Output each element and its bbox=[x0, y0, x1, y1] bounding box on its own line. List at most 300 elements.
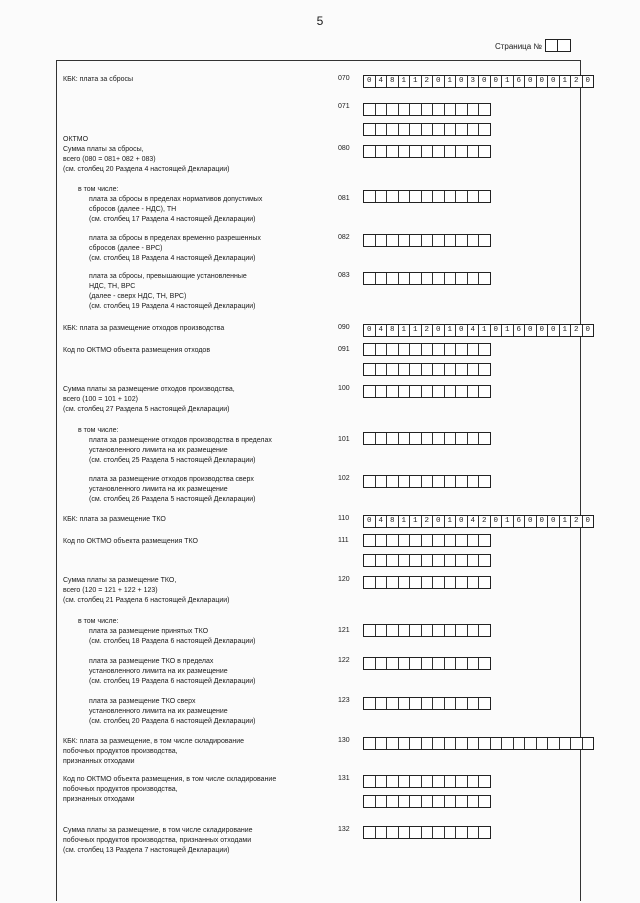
digit-cell[interactable]: 1 bbox=[560, 325, 572, 336]
digit-cell[interactable] bbox=[468, 191, 480, 202]
digit-cell[interactable]: 2 bbox=[422, 76, 434, 87]
digit-cell[interactable] bbox=[479, 146, 490, 157]
digit-cell[interactable] bbox=[364, 698, 376, 709]
digit-cell[interactable] bbox=[422, 658, 434, 669]
digit-cell[interactable] bbox=[376, 658, 388, 669]
digit-cell[interactable] bbox=[445, 577, 457, 588]
digit-cell[interactable] bbox=[364, 344, 376, 355]
digit-cell[interactable] bbox=[422, 577, 434, 588]
digit-cell[interactable] bbox=[456, 827, 468, 838]
digit-cell[interactable] bbox=[433, 658, 445, 669]
digit-cell[interactable] bbox=[376, 776, 388, 787]
amount-field[interactable] bbox=[363, 475, 491, 488]
digit-cell[interactable] bbox=[433, 146, 445, 157]
digit-cell[interactable] bbox=[433, 235, 445, 246]
digit-cell[interactable] bbox=[422, 433, 434, 444]
digit-cell[interactable] bbox=[410, 698, 422, 709]
digit-cell[interactable] bbox=[468, 625, 480, 636]
oktmo-field[interactable] bbox=[363, 554, 491, 567]
digit-cell[interactable] bbox=[364, 577, 376, 588]
digit-cell[interactable] bbox=[445, 776, 457, 787]
digit-cell[interactable] bbox=[433, 625, 445, 636]
amount-field[interactable] bbox=[363, 385, 491, 398]
digit-cell[interactable]: 1 bbox=[410, 325, 422, 336]
digit-cell[interactable]: 1 bbox=[410, 76, 422, 87]
digit-cell[interactable]: 0 bbox=[491, 325, 503, 336]
digit-cell[interactable] bbox=[387, 776, 399, 787]
digit-cell[interactable] bbox=[433, 104, 445, 115]
digit-cell[interactable] bbox=[433, 698, 445, 709]
oktmo-field[interactable] bbox=[363, 103, 491, 116]
digit-cell[interactable] bbox=[399, 191, 411, 202]
digit-cell[interactable] bbox=[422, 555, 434, 566]
digit-cell[interactable] bbox=[399, 476, 411, 487]
digit-cell[interactable] bbox=[387, 235, 399, 246]
digit-cell[interactable] bbox=[479, 796, 490, 807]
digit-cell[interactable] bbox=[410, 364, 422, 375]
digit-cell[interactable]: 0 bbox=[456, 516, 468, 527]
digit-cell[interactable]: 4 bbox=[376, 76, 388, 87]
digit-cell[interactable] bbox=[445, 235, 457, 246]
digit-cell[interactable]: 4 bbox=[468, 325, 480, 336]
digit-cell[interactable] bbox=[468, 476, 480, 487]
digit-cell[interactable] bbox=[410, 273, 422, 284]
digit-cell[interactable] bbox=[399, 738, 411, 749]
digit-cell[interactable] bbox=[399, 827, 411, 838]
digit-cell[interactable] bbox=[364, 555, 376, 566]
digit-cell[interactable] bbox=[433, 738, 445, 749]
digit-cell[interactable] bbox=[445, 535, 457, 546]
digit-cell[interactable]: 4 bbox=[468, 516, 480, 527]
digit-cell[interactable] bbox=[468, 124, 480, 135]
digit-cell[interactable]: 0 bbox=[548, 76, 560, 87]
digit-cell[interactable] bbox=[456, 146, 468, 157]
digit-cell[interactable] bbox=[410, 555, 422, 566]
digit-cell[interactable] bbox=[376, 273, 388, 284]
digit-cell[interactable] bbox=[433, 535, 445, 546]
digit-cell[interactable] bbox=[364, 535, 376, 546]
digit-cell[interactable] bbox=[468, 344, 480, 355]
digit-cell[interactable] bbox=[387, 146, 399, 157]
digit-cell[interactable] bbox=[399, 433, 411, 444]
digit-cell[interactable] bbox=[422, 386, 434, 397]
digit-cell[interactable] bbox=[364, 235, 376, 246]
digit-cell[interactable]: 1 bbox=[502, 325, 514, 336]
digit-cell[interactable] bbox=[410, 535, 422, 546]
digit-cell[interactable] bbox=[445, 625, 457, 636]
digit-cell[interactable] bbox=[422, 796, 434, 807]
digit-cell[interactable] bbox=[468, 555, 480, 566]
digit-cell[interactable] bbox=[376, 433, 388, 444]
digit-cell[interactable] bbox=[387, 476, 399, 487]
digit-cell[interactable] bbox=[479, 577, 490, 588]
digit-cell[interactable]: 0 bbox=[537, 76, 549, 87]
digit-cell[interactable] bbox=[422, 698, 434, 709]
digit-cell[interactable] bbox=[422, 364, 434, 375]
digit-cell[interactable] bbox=[445, 364, 457, 375]
digit-cell[interactable] bbox=[445, 738, 457, 749]
digit-cell[interactable]: 2 bbox=[422, 516, 434, 527]
digit-cell[interactable] bbox=[387, 191, 399, 202]
digit-cell[interactable] bbox=[410, 386, 422, 397]
digit-cell[interactable] bbox=[387, 738, 399, 749]
digit-cell[interactable] bbox=[376, 476, 388, 487]
digit-cell[interactable] bbox=[364, 191, 376, 202]
digit-cell[interactable] bbox=[479, 658, 490, 669]
digit-cell[interactable] bbox=[422, 124, 434, 135]
digit-cell[interactable] bbox=[445, 698, 457, 709]
digit-cell[interactable] bbox=[364, 827, 376, 838]
digit-cell[interactable] bbox=[479, 776, 490, 787]
digit-cell[interactable] bbox=[445, 386, 457, 397]
digit-cell[interactable] bbox=[456, 658, 468, 669]
digit-cell[interactable]: 0 bbox=[479, 76, 491, 87]
digit-cell[interactable] bbox=[410, 577, 422, 588]
digit-cell[interactable] bbox=[445, 104, 457, 115]
digit-cell[interactable] bbox=[376, 364, 388, 375]
digit-cell[interactable] bbox=[456, 433, 468, 444]
digit-cell[interactable]: 0 bbox=[525, 325, 537, 336]
digit-cell[interactable] bbox=[479, 191, 490, 202]
digit-cell[interactable] bbox=[479, 124, 490, 135]
digit-cell[interactable] bbox=[479, 235, 490, 246]
digit-cell[interactable] bbox=[399, 625, 411, 636]
digit-cell[interactable] bbox=[387, 344, 399, 355]
digit-cell[interactable] bbox=[410, 658, 422, 669]
digit-cell[interactable] bbox=[364, 776, 376, 787]
digit-cell[interactable] bbox=[433, 577, 445, 588]
digit-cell[interactable] bbox=[387, 124, 399, 135]
digit-cell[interactable] bbox=[456, 364, 468, 375]
digit-cell[interactable] bbox=[445, 273, 457, 284]
digit-cell[interactable] bbox=[422, 191, 434, 202]
digit-cell[interactable] bbox=[387, 555, 399, 566]
digit-cell[interactable] bbox=[445, 555, 457, 566]
digit-cell[interactable] bbox=[456, 273, 468, 284]
digit-cell[interactable] bbox=[456, 344, 468, 355]
digit-cell[interactable] bbox=[433, 476, 445, 487]
digit-cell[interactable] bbox=[399, 273, 411, 284]
digit-cell[interactable] bbox=[479, 364, 490, 375]
digit-cell[interactable]: 0 bbox=[491, 76, 503, 87]
amount-field[interactable] bbox=[363, 190, 491, 203]
digit-cell[interactable] bbox=[445, 658, 457, 669]
digit-cell[interactable] bbox=[376, 535, 388, 546]
digit-cell[interactable]: 0 bbox=[585, 517, 590, 525]
digit-cell[interactable] bbox=[433, 386, 445, 397]
digit-cell[interactable] bbox=[376, 577, 388, 588]
digit-cell[interactable] bbox=[376, 796, 388, 807]
kbk-field[interactable] bbox=[363, 515, 594, 528]
digit-cell[interactable] bbox=[456, 796, 468, 807]
digit-cell[interactable] bbox=[468, 386, 480, 397]
digit-cell[interactable] bbox=[364, 146, 376, 157]
digit-cell[interactable] bbox=[468, 535, 480, 546]
digit-cell[interactable] bbox=[479, 827, 490, 838]
oktmo-field[interactable] bbox=[363, 795, 491, 808]
digit-cell[interactable] bbox=[433, 191, 445, 202]
digit-cell[interactable] bbox=[433, 124, 445, 135]
digit-cell[interactable] bbox=[387, 796, 399, 807]
digit-cell[interactable] bbox=[399, 104, 411, 115]
digit-cell[interactable]: 0 bbox=[548, 325, 560, 336]
kbk-field[interactable] bbox=[363, 737, 594, 750]
digit-cell[interactable]: 0 bbox=[433, 325, 445, 336]
digit-cell[interactable] bbox=[479, 625, 490, 636]
digit-cell[interactable] bbox=[399, 776, 411, 787]
digit-cell[interactable] bbox=[364, 104, 376, 115]
digit-cell[interactable] bbox=[364, 658, 376, 669]
digit-cell[interactable] bbox=[399, 577, 411, 588]
digit-cell[interactable]: 0 bbox=[585, 77, 590, 85]
digit-cell[interactable] bbox=[468, 827, 480, 838]
digit-cell[interactable] bbox=[468, 658, 480, 669]
digit-cell[interactable] bbox=[387, 625, 399, 636]
digit-cell[interactable] bbox=[422, 827, 434, 838]
digit-cell[interactable] bbox=[433, 827, 445, 838]
digit-cell[interactable] bbox=[468, 738, 480, 749]
digit-cell[interactable] bbox=[537, 738, 549, 749]
digit-cell[interactable]: 0 bbox=[491, 516, 503, 527]
digit-cell[interactable]: 2 bbox=[571, 325, 583, 336]
digit-cell[interactable] bbox=[468, 364, 480, 375]
oktmo-field[interactable] bbox=[363, 343, 491, 356]
digit-cell[interactable] bbox=[445, 796, 457, 807]
digit-cell[interactable] bbox=[410, 738, 422, 749]
oktmo-field[interactable] bbox=[363, 775, 491, 788]
digit-cell[interactable] bbox=[376, 344, 388, 355]
amount-field[interactable] bbox=[363, 576, 491, 589]
digit-cell[interactable] bbox=[433, 273, 445, 284]
digit-cell[interactable] bbox=[387, 658, 399, 669]
digit-cell[interactable] bbox=[410, 476, 422, 487]
digit-cell[interactable] bbox=[479, 344, 490, 355]
digit-cell[interactable] bbox=[376, 191, 388, 202]
digit-cell[interactable]: 8 bbox=[387, 325, 399, 336]
digit-cell[interactable] bbox=[456, 776, 468, 787]
digit-cell[interactable] bbox=[479, 433, 490, 444]
digit-cell[interactable] bbox=[376, 625, 388, 636]
digit-cell[interactable] bbox=[410, 146, 422, 157]
digit-cell[interactable] bbox=[410, 796, 422, 807]
digit-cell[interactable] bbox=[433, 364, 445, 375]
digit-cell[interactable]: 8 bbox=[387, 516, 399, 527]
digit-cell[interactable] bbox=[422, 776, 434, 787]
digit-cell[interactable] bbox=[387, 104, 399, 115]
digit-cell[interactable] bbox=[479, 738, 491, 749]
digit-cell[interactable]: 4 bbox=[376, 325, 388, 336]
digit-cell[interactable] bbox=[456, 738, 468, 749]
digit-cell[interactable] bbox=[433, 344, 445, 355]
digit-cell[interactable] bbox=[479, 476, 490, 487]
digit-cell[interactable] bbox=[468, 796, 480, 807]
digit-cell[interactable]: 1 bbox=[445, 325, 457, 336]
amount-field[interactable] bbox=[363, 145, 491, 158]
digit-cell[interactable] bbox=[560, 738, 572, 749]
digit-cell[interactable] bbox=[410, 124, 422, 135]
digit-cell[interactable] bbox=[376, 827, 388, 838]
digit-cell[interactable] bbox=[514, 738, 526, 749]
digit-cell[interactable] bbox=[445, 476, 457, 487]
digit-cell[interactable]: 2 bbox=[422, 325, 434, 336]
digit-cell[interactable] bbox=[399, 698, 411, 709]
digit-cell[interactable] bbox=[468, 146, 480, 157]
digit-cell[interactable] bbox=[399, 146, 411, 157]
digit-cell[interactable] bbox=[410, 344, 422, 355]
digit-cell[interactable]: 6 bbox=[514, 76, 526, 87]
digit-cell[interactable] bbox=[399, 658, 411, 669]
digit-cell[interactable]: 1 bbox=[399, 325, 411, 336]
digit-cell[interactable] bbox=[456, 698, 468, 709]
digit-cell[interactable] bbox=[422, 273, 434, 284]
digit-cell[interactable]: 0 bbox=[537, 325, 549, 336]
digit-cell[interactable] bbox=[399, 555, 411, 566]
digit-cell[interactable]: 1 bbox=[410, 516, 422, 527]
digit-cell[interactable] bbox=[410, 776, 422, 787]
digit-cell[interactable] bbox=[456, 476, 468, 487]
digit-cell[interactable]: 0 bbox=[585, 326, 590, 334]
digit-cell[interactable] bbox=[456, 625, 468, 636]
digit-cell[interactable]: 2 bbox=[479, 516, 491, 527]
digit-cell[interactable] bbox=[479, 535, 490, 546]
oktmo-field[interactable] bbox=[363, 363, 491, 376]
digit-cell[interactable] bbox=[387, 273, 399, 284]
digit-cell[interactable] bbox=[468, 698, 480, 709]
oktmo-field[interactable] bbox=[363, 534, 491, 547]
digit-cell[interactable] bbox=[468, 776, 480, 787]
digit-cell[interactable] bbox=[525, 738, 537, 749]
digit-cell[interactable] bbox=[376, 235, 388, 246]
digit-cell[interactable] bbox=[387, 577, 399, 588]
digit-cell[interactable] bbox=[364, 433, 376, 444]
amount-field[interactable] bbox=[363, 624, 491, 637]
digit-cell[interactable]: 0 bbox=[548, 516, 560, 527]
digit-cell[interactable]: 1 bbox=[399, 516, 411, 527]
digit-cell[interactable]: 1 bbox=[479, 325, 491, 336]
digit-cell[interactable]: 0 bbox=[364, 76, 376, 87]
digit-cell[interactable] bbox=[399, 235, 411, 246]
digit-cell[interactable] bbox=[376, 386, 388, 397]
digit-cell[interactable] bbox=[376, 146, 388, 157]
digit-cell[interactable]: 0 bbox=[525, 516, 537, 527]
digit-cell[interactable] bbox=[364, 364, 376, 375]
digit-cell[interactable] bbox=[456, 577, 468, 588]
digit-cell[interactable] bbox=[456, 124, 468, 135]
amount-field[interactable] bbox=[363, 657, 491, 670]
digit-cell[interactable] bbox=[422, 235, 434, 246]
digit-cell[interactable] bbox=[387, 827, 399, 838]
digit-cell[interactable] bbox=[364, 796, 376, 807]
amount-field[interactable] bbox=[363, 826, 491, 839]
digit-cell[interactable] bbox=[479, 555, 490, 566]
digit-cell[interactable] bbox=[376, 738, 388, 749]
digit-cell[interactable] bbox=[364, 124, 376, 135]
digit-cell[interactable] bbox=[387, 698, 399, 709]
digit-cell[interactable] bbox=[456, 235, 468, 246]
digit-cell[interactable] bbox=[387, 386, 399, 397]
digit-cell[interactable]: 0 bbox=[433, 76, 445, 87]
digit-cell[interactable] bbox=[468, 104, 480, 115]
digit-cell[interactable] bbox=[468, 433, 480, 444]
digit-cell[interactable] bbox=[456, 104, 468, 115]
digit-cell[interactable] bbox=[433, 796, 445, 807]
digit-cell[interactable] bbox=[410, 235, 422, 246]
digit-cell[interactable] bbox=[364, 476, 376, 487]
digit-cell[interactable]: 0 bbox=[364, 325, 376, 336]
digit-cell[interactable] bbox=[479, 698, 490, 709]
digit-cell[interactable] bbox=[445, 146, 457, 157]
digit-cell[interactable] bbox=[399, 386, 411, 397]
digit-cell[interactable]: 0 bbox=[433, 516, 445, 527]
digit-cell[interactable] bbox=[445, 124, 457, 135]
digit-cell[interactable]: 1 bbox=[445, 76, 457, 87]
digit-cell[interactable]: 2 bbox=[571, 76, 583, 87]
digit-cell[interactable] bbox=[422, 104, 434, 115]
digit-cell[interactable] bbox=[364, 386, 376, 397]
digit-cell[interactable] bbox=[376, 104, 388, 115]
amount-field[interactable] bbox=[363, 272, 491, 285]
digit-cell[interactable] bbox=[376, 555, 388, 566]
digit-cell[interactable] bbox=[387, 364, 399, 375]
digit-cell[interactable] bbox=[456, 555, 468, 566]
digit-cell[interactable] bbox=[399, 364, 411, 375]
digit-cell[interactable] bbox=[422, 738, 434, 749]
digit-cell[interactable]: 6 bbox=[514, 516, 526, 527]
digit-cell[interactable] bbox=[456, 386, 468, 397]
amount-field[interactable] bbox=[363, 697, 491, 710]
digit-cell[interactable] bbox=[376, 124, 388, 135]
digit-cell[interactable]: 1 bbox=[502, 516, 514, 527]
digit-cell[interactable] bbox=[445, 827, 457, 838]
amount-field[interactable] bbox=[363, 234, 491, 247]
page-number-field[interactable] bbox=[545, 39, 571, 52]
digit-cell[interactable]: 1 bbox=[560, 76, 572, 87]
digit-cell[interactable] bbox=[364, 273, 376, 284]
digit-cell[interactable] bbox=[422, 476, 434, 487]
digit-cell[interactable] bbox=[387, 433, 399, 444]
kbk-field[interactable] bbox=[363, 324, 594, 337]
oktmo-field[interactable] bbox=[363, 123, 491, 136]
digit-cell[interactable] bbox=[456, 535, 468, 546]
digit-cell[interactable] bbox=[376, 698, 388, 709]
digit-cell[interactable] bbox=[422, 344, 434, 355]
digit-cell[interactable] bbox=[387, 535, 399, 546]
digit-cell[interactable] bbox=[410, 191, 422, 202]
digit-cell[interactable] bbox=[445, 191, 457, 202]
digit-cell[interactable] bbox=[422, 535, 434, 546]
digit-cell[interactable] bbox=[364, 625, 376, 636]
digit-cell[interactable]: 1 bbox=[560, 516, 572, 527]
digit-cell[interactable]: 1 bbox=[445, 516, 457, 527]
digit-cell[interactable] bbox=[433, 776, 445, 787]
digit-cell[interactable]: 0 bbox=[364, 516, 376, 527]
digit-cell[interactable] bbox=[422, 146, 434, 157]
amount-field[interactable] bbox=[363, 432, 491, 445]
digit-cell[interactable] bbox=[399, 796, 411, 807]
digit-cell[interactable] bbox=[410, 433, 422, 444]
digit-cell[interactable]: 1 bbox=[502, 76, 514, 87]
digit-cell[interactable] bbox=[548, 738, 560, 749]
digit-cell[interactable] bbox=[399, 535, 411, 546]
digit-cell[interactable]: 0 bbox=[456, 325, 468, 336]
digit-cell[interactable] bbox=[479, 386, 490, 397]
digit-cell[interactable] bbox=[364, 738, 376, 749]
digit-cell[interactable] bbox=[422, 625, 434, 636]
digit-cell[interactable] bbox=[491, 738, 503, 749]
digit-cell[interactable]: 3 bbox=[468, 76, 480, 87]
digit-cell[interactable] bbox=[456, 191, 468, 202]
digit-cell[interactable] bbox=[468, 577, 480, 588]
